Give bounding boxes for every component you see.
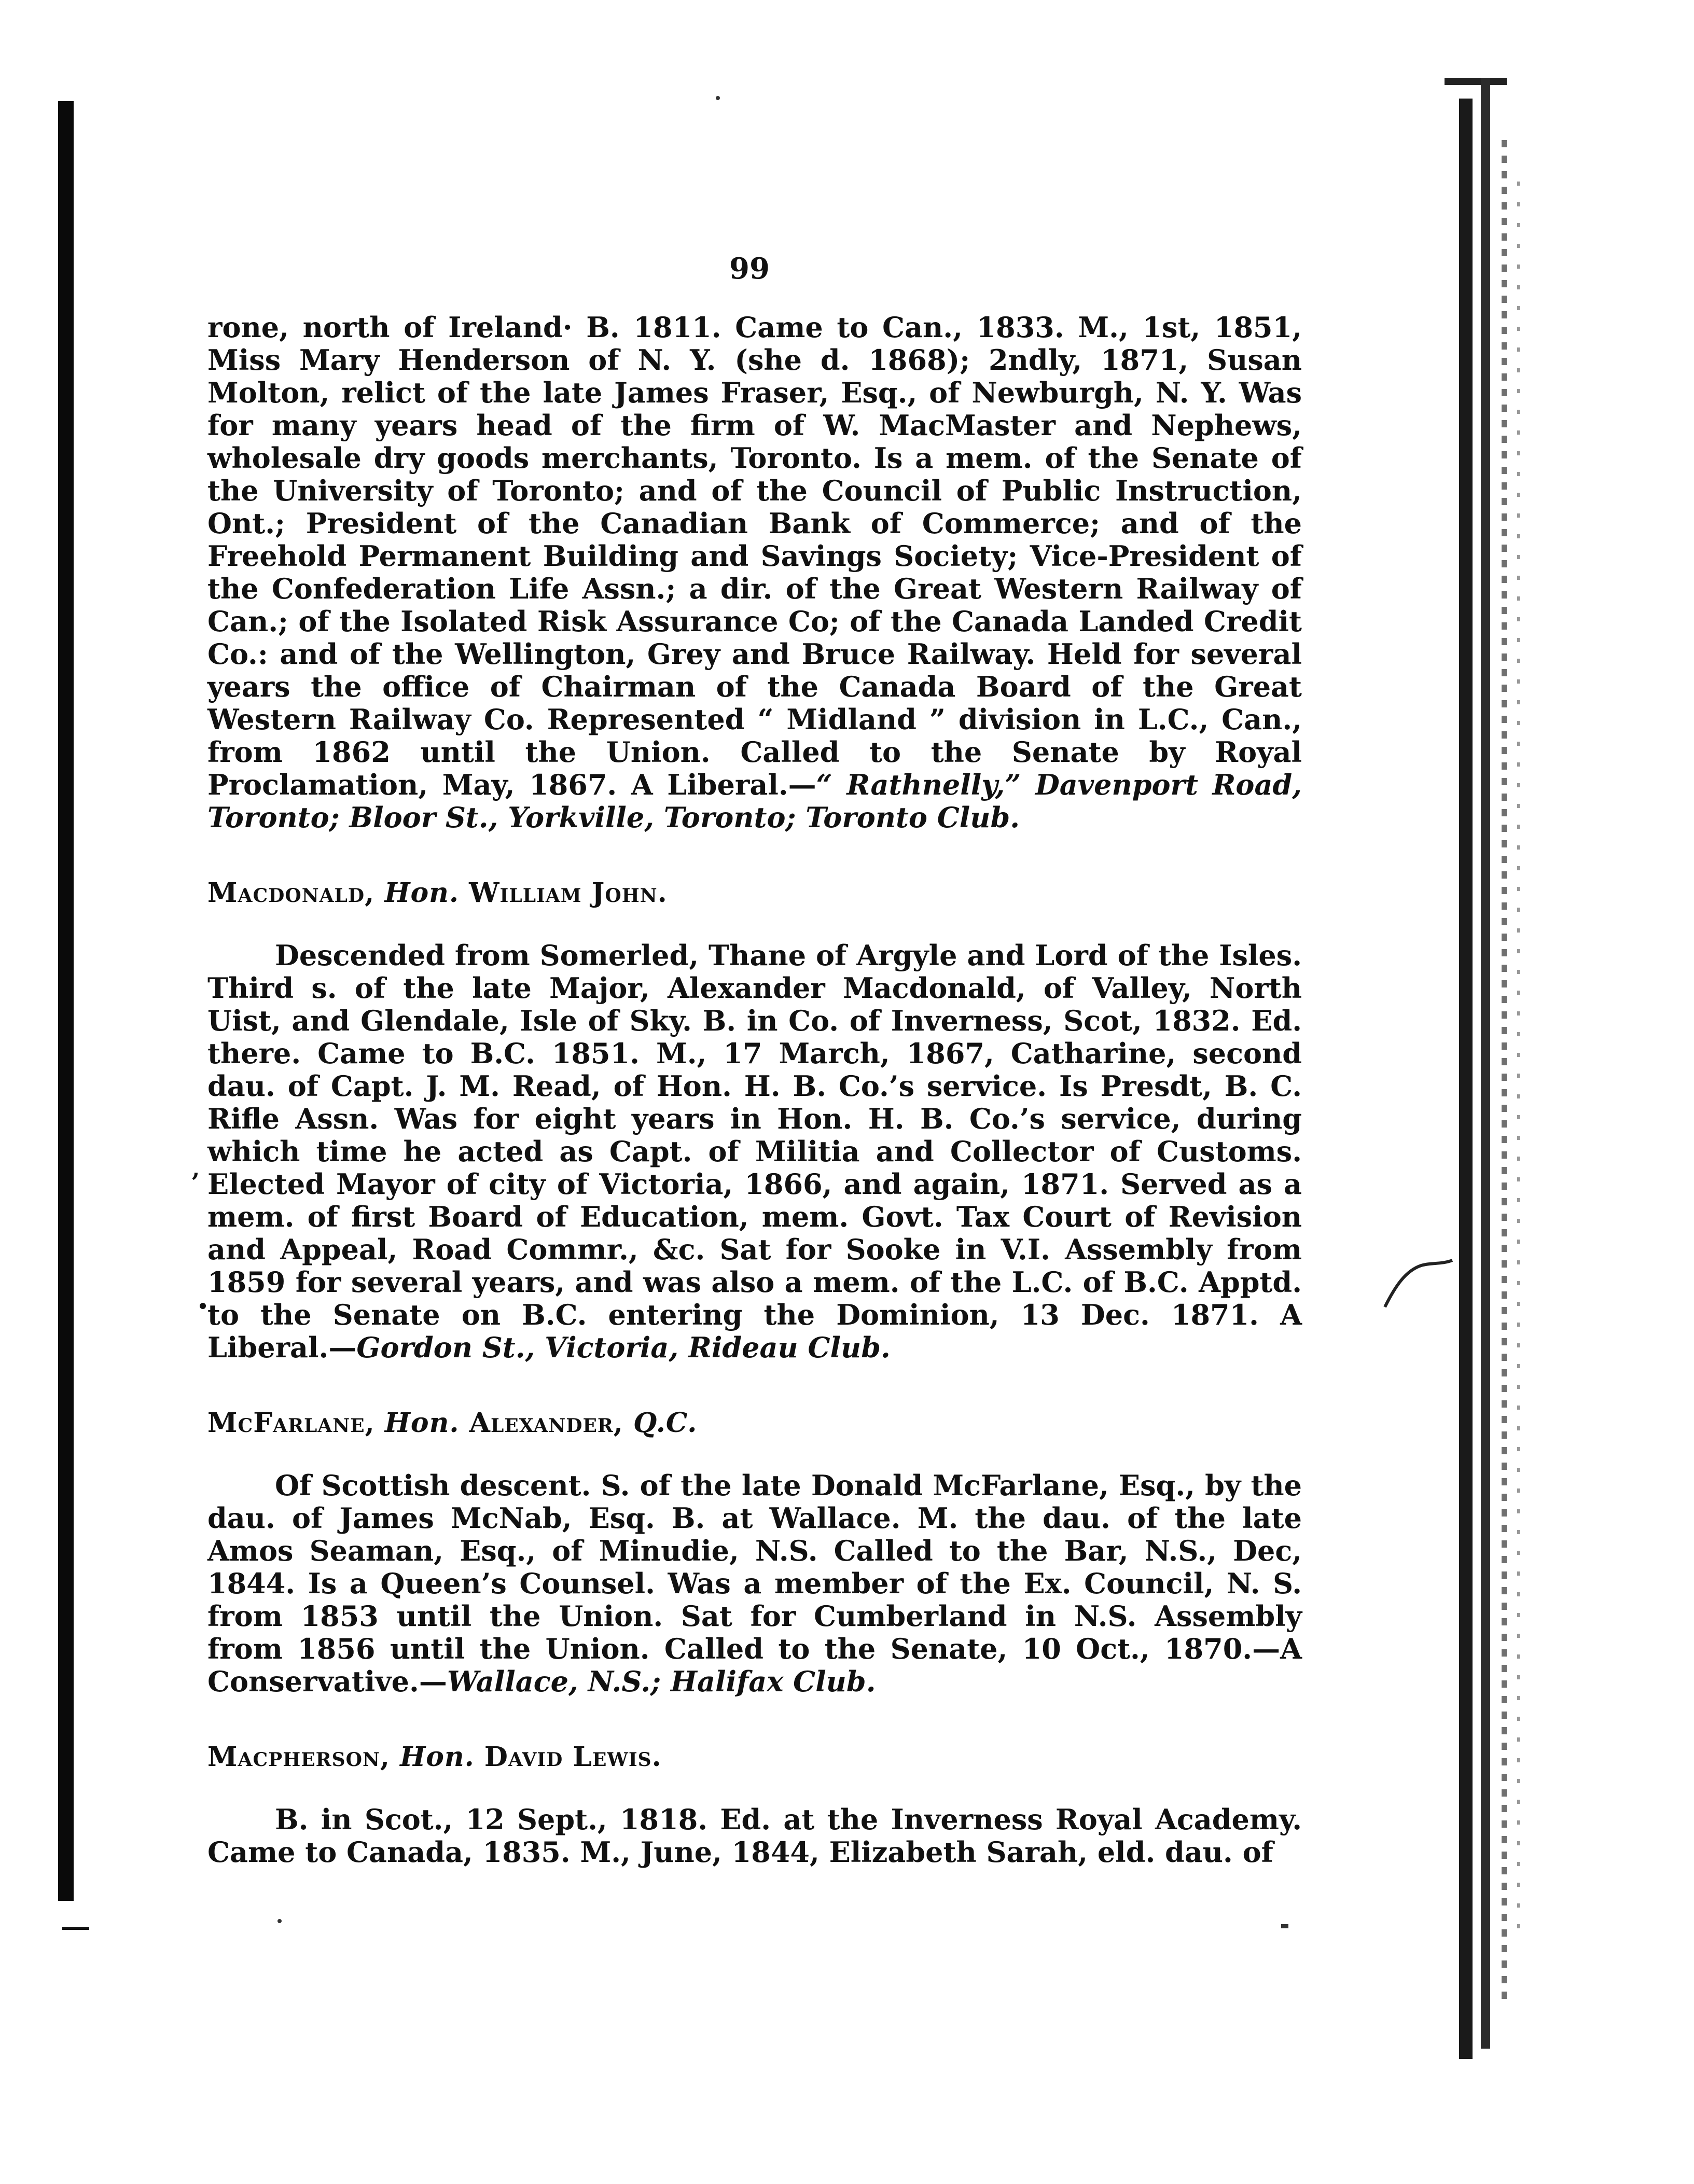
entry-honorific: Hon.: [384, 877, 460, 909]
scan-speck: [716, 96, 720, 100]
scan-speck: [1281, 1924, 1288, 1928]
entry-text: Descended from Somerled, Thane of Argyle and Lord of the Isles. Third s. of the late Major, Alexander Macdonald, of Valley, North Uist, and Glendale, Isle of Sky. B. in Co. of Inverness, Scot, 1832. Ed. there. Came to B.C. 1851. M., 17 March, 1867, Catharine, second dau. of Capt. J. M. Read, of Hon. H. B. Co.’s service. Is Presdt, B. C. Rifle Assn. Was for eight years in Hon. H. B. Co.’s service, during which time he acted as Capt. of Militia and Collector of Customs. Elected Mayor of city of Victoria, 1866, and again, 1871. Served as a mem. of first Board of Education, mem. Govt. Tax Court of Revision and Appeal, Road Commr., &c. Sat for Sooke in V.I. Assembly from 1859 for several years, and was also a mem. of the L.C. of B.C. Apptd. to the Senate on B.C. entering the Dominion, 13 Dec. 1871. A Liberal.—: [207, 939, 1302, 1364]
entry-given-names: William John.: [469, 877, 668, 909]
page-number: 99: [729, 252, 770, 286]
entry-surname: Macdonald,: [207, 877, 375, 909]
entry-surname: Macpherson,: [207, 1741, 390, 1773]
scan-page-edge: [1445, 78, 1559, 2075]
margin-mark: ,: [192, 1156, 200, 1182]
entry-given-names: David Lewis.: [484, 1741, 662, 1773]
entry-heading: [207, 877, 1302, 909]
entry-paragraph: [207, 1803, 1302, 1869]
margin-bullet: [200, 1303, 206, 1309]
scan-speck: [277, 1919, 282, 1923]
scan-mark: [62, 1927, 89, 1930]
entry-text: B. in Scot., 12 Sept., 1818. Ed. at the Inverness Royal Academy. Came to Canada, 1835. M., June, 1844, Elizabeth Sarah, eld. dau. of: [207, 1803, 1302, 1869]
entry-honorific: Hon.: [384, 1407, 460, 1439]
entry-suffix: Q.C.: [633, 1407, 698, 1439]
entry-paragraph: [207, 1469, 1302, 1698]
scan-binding-shadow: [58, 101, 74, 1901]
entry-address: Wallace, N.S.; Halifax Club.: [447, 1665, 876, 1698]
entry-surname: McFarlane,: [207, 1407, 375, 1439]
entry-honorific: Hon.: [400, 1741, 475, 1773]
margin-pen-stroke: [1380, 1255, 1457, 1312]
entry-text: rone, north of Ireland· B. 1811. Came to Can., 1833. M., 1st, 1851, Miss Mary Henderson of N. Y. (she d. 1868); 2ndly, 1871, Susan Molton, relict of the late James Fraser, Esq., of Newburgh, N. Y. Was for many years head of the firm of W. MacMaster and Nephews, wholesale dry goods merchants, Toronto. Is a mem. of the Senate of the University of Toronto; and of the Council of Public Instruction, Ont.; President of the Canadian Bank of Commerce; and of the Freehold Permanent Building and Savings Society; Vice-President of the Confederation Life Assn.; a dir. of the Great Western Railway of Can.; of the Isolated Risk Assurance Co; of the Canada Landed Credit Co.: and of the Wellington, Grey and Bruce Railway. Held for several years the office of Chairman of the Canada Board of the Great Western Railway Co. Represented “ Midland ” division in L.C., Can., from 1862 until the Union. Called to the Senate by Royal Proclamation, May, 1867. A Liberal.—: [207, 311, 1302, 801]
entry-address: Gordon St., Victoria, Rideau Club.: [356, 1331, 891, 1364]
entry-address: “ Rathnelly,” Davenport Road, Toronto; Bloor St., Yorkville, Toronto; Toronto Club.: [207, 768, 1302, 834]
entry-heading: [207, 1407, 1302, 1439]
text-column: [207, 311, 1302, 1869]
entry-heading: [207, 1741, 1302, 1773]
entry-given-names: Alexander,: [469, 1407, 623, 1439]
entry-paragraph: [207, 311, 1302, 834]
entry-text: Of Scottish descent. S. of the late Donald McFarlane, Esq., by the dau. of James McNab, Esq. B. at Wallace. M. the dau. of the late Amos Seaman, Esq., of Minudie, N.S. Called to the Bar, N.S., Dec, 1844. Is a Queen’s Counsel. Was a member of the Ex. Council, N. S. from 1853 until the Union. Sat for Cumberland in N.S. Assembly from 1856 until the Union. Called to the Senate, 10 Oct., 1870.—A Conservative.—: [207, 1469, 1302, 1698]
entry-paragraph: [207, 939, 1302, 1364]
